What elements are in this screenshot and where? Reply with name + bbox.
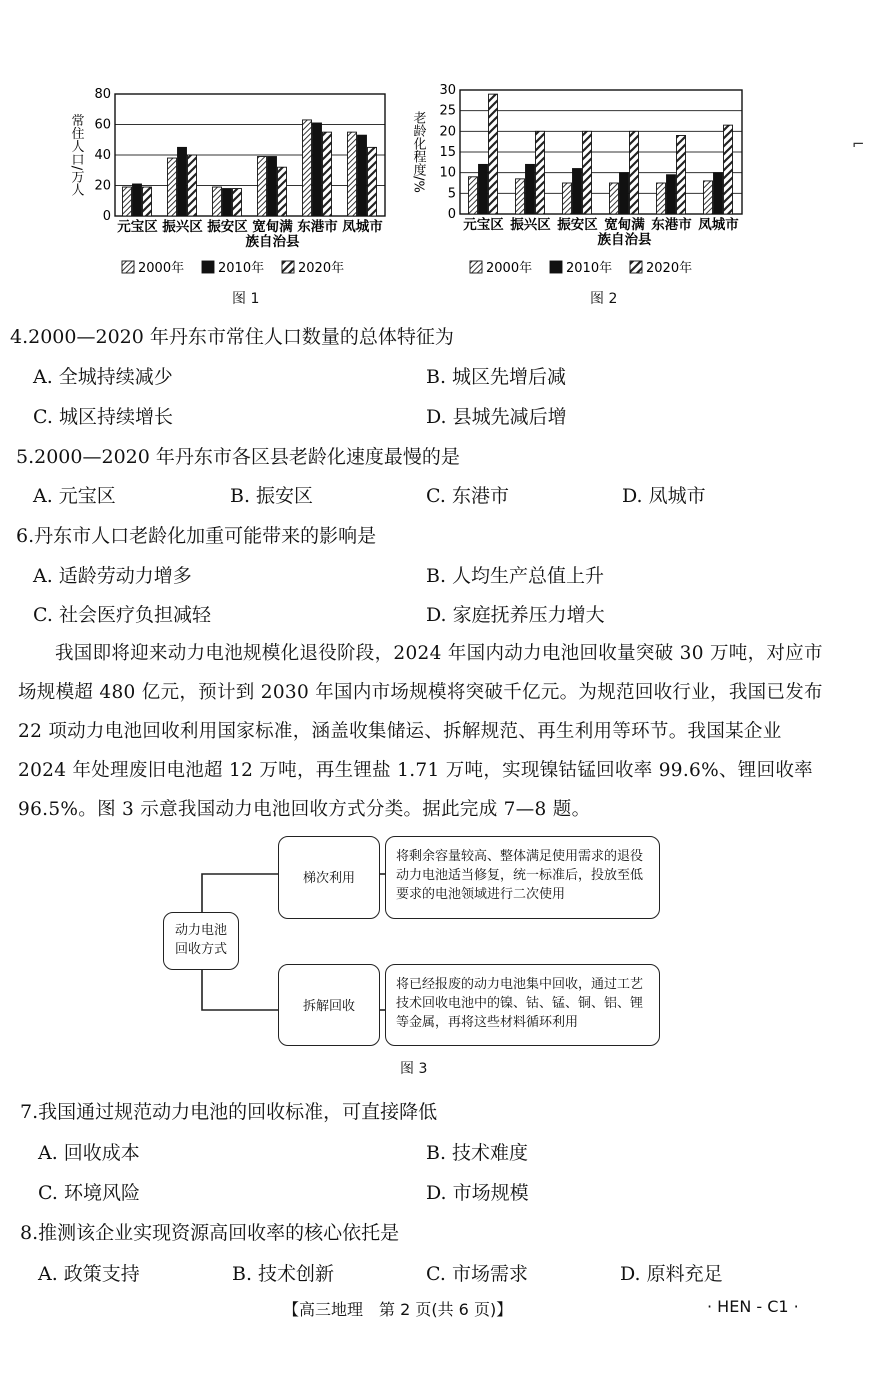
figure-2: [400, 78, 760, 283]
fig2-x-tick-1-1: 元宝区: [463, 217, 504, 233]
fig2-bar-3-2000年: [563, 183, 572, 214]
q4-option-c[interactable]: C. 城区持续增长: [33, 406, 173, 428]
footer-page-info: 【高三地理 第 2 页(共 6 页)】: [283, 1300, 513, 1319]
branch-cascade-desc: [385, 836, 660, 919]
q8-option-c[interactable]: C. 市场需求: [426, 1263, 528, 1285]
q4-stem: 4.2000—2020 年丹东市常住人口数量的总体特征为: [10, 326, 454, 348]
branch-cascade-desc-text: 将剩余容量较高、整体满足使用需求的退役动力电池适当修复，统一标准后，投放至低要求的电池领域进行二次使用: [396, 849, 644, 902]
fig2-bar-6-2000年: [704, 181, 713, 214]
fig2-legend-label-2010年: 2010年: [566, 261, 613, 276]
fig2-bar-3-2010年: [573, 169, 582, 214]
fig1-bar-6-2020年: [368, 147, 377, 216]
fig2-y-tick-10: 10: [439, 165, 456, 181]
fig2-x-tick-5-1: 东港市: [651, 217, 692, 233]
fig1-bar-1-2000年: [123, 187, 132, 216]
fig1-x-tick-4-1: 宽甸满: [252, 219, 293, 235]
fig2-bar-6-2020年: [724, 125, 733, 214]
q5-stem: 5.2000—2020 年丹东市各区县老龄化速度最慢的是: [16, 446, 460, 468]
fig1-bar-4-2020年: [278, 167, 287, 216]
fig2-y-tick-5: 5: [447, 186, 456, 202]
fig2-x-tick-3-1: 振安区: [557, 217, 598, 233]
q8-stem: 8.推测该企业实现资源高回收率的核心依托是: [20, 1222, 400, 1244]
q6-stem: 6.丹东市人口老龄化加重可能带来的影响是: [16, 525, 377, 547]
fig1-bar-6-2000年: [348, 132, 357, 216]
fig2-legend-swatch-2010年: [550, 261, 562, 273]
footer-code: · HEN - C1 ·: [707, 1297, 799, 1316]
fig1-bar-5-2000年: [303, 120, 312, 216]
fig2-y-tick-25: 25: [439, 103, 456, 119]
fig2-y-tick-15: 15: [439, 145, 456, 160]
fig1-bar-1-2010年: [133, 184, 142, 216]
fig1-y-tick-80: 80: [94, 87, 111, 102]
fig1-legend-swatch-2000年: [122, 261, 134, 273]
fig1-x-tick-5-1: 东港市: [297, 219, 338, 235]
edge-mark: ⌐: [852, 135, 865, 153]
q5-option-c[interactable]: C. 东港市: [426, 485, 509, 507]
branch-dismantle-node: [278, 964, 380, 1046]
population-chart: [60, 78, 400, 283]
fig2-bar-4-2000年: [610, 183, 619, 214]
q4-option-d[interactable]: D. 县城先减后增: [426, 406, 567, 428]
fig1-x-tick-1-1: 元宝区: [117, 219, 158, 235]
q7-option-d[interactable]: D. 市场规模: [426, 1182, 529, 1204]
q8-option-b[interactable]: B. 技术创新: [232, 1263, 335, 1285]
figure-2-caption: 图 2: [590, 291, 618, 307]
fig2-bar-2-2010年: [526, 164, 535, 214]
fig2-legend-swatch-2020年: [630, 261, 642, 273]
root-node: [163, 912, 239, 970]
fig2-bar-5-2010年: [667, 175, 676, 214]
fig1-bar-5-2020年: [323, 132, 332, 216]
passage-text: 我国即将迎来动力电池规模化退役阶段，2024 年国内动力电池回收量突破 30 万吨，对应市场规模超 480 亿元，预计到 2030 年国内市场规模将突破千亿元。为规范回收行业，我国已发布 22 项动力电池回收利用国家标准，涵盖收集储运、拆解规范、再生利用等环节。我国某企业 2024 年处理废旧电池超 12 万吨，再生锂盐 1.71 万吨，实现镍钴锰回收率 99.6%、锂回收率 96.5%。图 3 示意我国动力电池回收方式分类。据此完成 7—8 题。: [18, 643, 823, 820]
q7-option-b[interactable]: B. 技术难度: [426, 1142, 529, 1164]
fig2-bar-3-2020年: [583, 131, 592, 214]
q6-option-b[interactable]: B. 人均生产总值上升: [426, 565, 605, 587]
q4-option-a[interactable]: A. 全城持续减少: [33, 366, 173, 388]
fig1-bar-3-2010年: [223, 189, 232, 216]
fig1-x-tick-3-1: 振安区: [207, 219, 248, 235]
branch-cascade-node: [278, 836, 380, 919]
fig1-legend-label-2000年: 2000年: [138, 261, 185, 276]
fig1-bar-5-2010年: [313, 123, 322, 216]
fig1-y-tick-0: 0: [102, 209, 111, 224]
fig2-bar-4-2020年: [630, 131, 639, 214]
branch-dismantle-desc-text: 将已经报废的动力电池集中回收，通过工艺技术回收电池中的镍、钴、锰、铜、铝、锂等金属，再将这些材料循环利用: [396, 977, 644, 1030]
fig1-bar-4-2000年: [258, 157, 267, 216]
fig2-bar-1-2010年: [479, 164, 488, 214]
passage: [18, 634, 830, 829]
q8-option-d[interactable]: D. 原料充足: [620, 1263, 723, 1285]
fig2-bar-1-2000年: [469, 177, 478, 214]
q7-option-a[interactable]: A. 回收成本: [38, 1142, 140, 1164]
fig1-bar-3-2000年: [213, 187, 222, 216]
fig2-bar-6-2010年: [714, 173, 723, 214]
q6-option-d[interactable]: D. 家庭抚养压力增大: [426, 604, 605, 626]
figure-3-caption: 图 3: [400, 1061, 428, 1077]
fig1-bar-4-2010年: [268, 157, 277, 216]
figure-3: [160, 832, 665, 1052]
fig2-legend-label-2020年: 2020年: [646, 261, 693, 276]
q6-option-c[interactable]: C. 社会医疗负担减轻: [33, 604, 211, 626]
fig1-bar-6-2010年: [358, 135, 367, 216]
fig1-y-axis-label: 常住人口/万人: [68, 113, 84, 197]
q5-option-a[interactable]: A. 元宝区: [33, 485, 116, 507]
fig2-x-tick-4-1: 宽甸满: [604, 217, 645, 233]
fig1-legend-label-2020年: 2020年: [298, 261, 345, 276]
q4-option-b[interactable]: B. 城区先增后减: [426, 366, 567, 388]
q7-stem: 7.我国通过规范动力电池的回收标准，可直接降低: [20, 1101, 438, 1123]
q5-option-d[interactable]: D. 凤城市: [622, 485, 706, 507]
figure-1: [60, 78, 400, 283]
fig1-legend-swatch-2020年: [282, 261, 294, 273]
fig1-bar-2-2000年: [168, 158, 177, 216]
aging-chart: [400, 78, 760, 283]
fig2-bar-5-2020年: [677, 135, 686, 214]
fig1-y-tick-40: 40: [94, 148, 111, 163]
fig2-bar-2-2000年: [516, 179, 525, 214]
branch-dismantle-label: 拆解回收: [302, 999, 355, 1014]
fig2-y-tick-30: 30: [439, 83, 456, 98]
fig2-legend-swatch-2000年: [470, 261, 482, 273]
fig1-bar-3-2020年: [233, 189, 242, 216]
figure-1-caption: 图 1: [232, 291, 260, 307]
fig2-bar-4-2010年: [620, 173, 629, 214]
fig1-x-tick-2-1: 振兴区: [162, 219, 203, 235]
fig2-legend-label-2000年: 2000年: [486, 261, 533, 276]
fig2-bar-1-2020年: [489, 94, 498, 214]
fig1-legend-label-2010年: 2010年: [218, 261, 265, 276]
fig2-y-tick-0: 0: [447, 207, 456, 222]
q8-option-a[interactable]: A. 政策支持: [38, 1263, 140, 1285]
fig1-x-tick-6-1: 凤城市: [342, 219, 383, 235]
fig1-bar-2-2010年: [178, 147, 187, 216]
q7-option-c[interactable]: C. 环境风险: [38, 1182, 140, 1204]
fig2-bar-2-2020年: [536, 131, 545, 214]
fig2-x-tick-6-1: 凤城市: [698, 217, 739, 233]
fig1-bar-1-2020年: [143, 187, 152, 216]
fig1-y-tick-20: 20: [94, 178, 111, 194]
q5-option-b[interactable]: B. 振安区: [230, 485, 314, 507]
root-line-1: 动力电池: [174, 923, 227, 938]
fig2-bar-5-2000年: [657, 183, 666, 214]
q6-option-a[interactable]: A. 适龄劳动力增多: [33, 565, 192, 587]
fig1-legend-swatch-2010年: [202, 261, 214, 273]
fig1-y-tick-60: 60: [94, 117, 111, 133]
fig2-y-axis-label: 老龄化程度/%: [410, 111, 426, 193]
root-line-2: 回收方式: [174, 942, 227, 957]
fig1-bar-2-2020年: [188, 155, 197, 216]
fig2-y-tick-20: 20: [439, 124, 456, 140]
fig1-x-tick-4-2: 族自治县: [245, 234, 300, 250]
branch-dismantle-desc: [385, 964, 660, 1046]
fig2-x-tick-4-2: 族自治县: [597, 232, 652, 248]
branch-cascade-label: 梯次利用: [302, 871, 355, 886]
fig2-x-tick-2-1: 振兴区: [510, 217, 551, 233]
